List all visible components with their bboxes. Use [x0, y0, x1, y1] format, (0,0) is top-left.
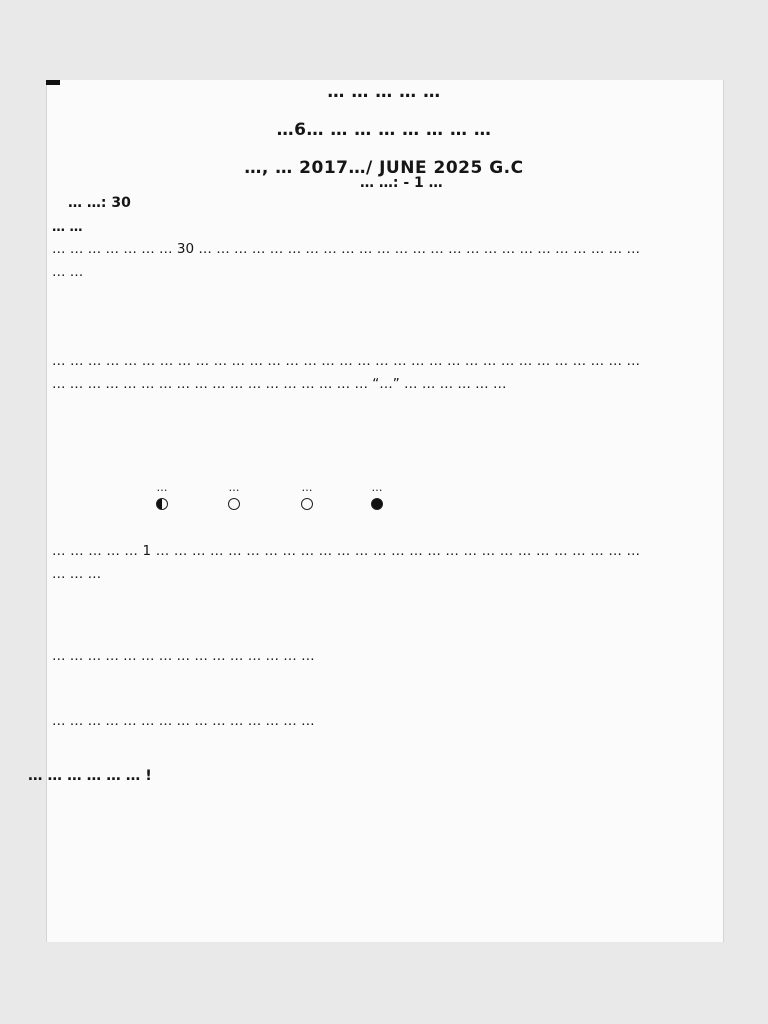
bubble-option	[295, 480, 319, 510]
bubble-option-label: …	[228, 481, 240, 494]
filled-bubble-icon	[371, 498, 383, 510]
instruction-paragraph-1: … … … … … … … 30 … … … … … … … … … … … … … … … … … … … … … … … … … … …	[52, 241, 640, 280]
instruction-paragraph-3: … … … … … 1 … … … … … … … … … … … … … … … … … … … … … … … … … … … … … …	[52, 543, 640, 582]
final-warning: … … … … … … !	[28, 768, 152, 784]
bubble-option-label: …	[156, 481, 168, 494]
instruction-paragraph-4: … … … … … … … … … … … … … … …	[52, 648, 315, 664]
empty-bubble-icon	[301, 498, 313, 510]
instruction-paragraph-5: … … … … … … … … … … … … … … …	[52, 713, 315, 729]
empty-bubble-icon	[228, 498, 240, 510]
instruction-paragraph-2: … … … … … … … … … … … … … … … … … … … … … … … … … … … … … … … … … … … … … … … … … … … … … … … … … … … “…” … … … … … …	[52, 353, 640, 392]
bubble-option-label: …	[371, 481, 383, 494]
answer-bubble-example	[150, 480, 410, 530]
bubble-option-label: …	[301, 481, 313, 494]
question-count: … …: 30	[68, 195, 131, 211]
exam-subject-date: …, … 2017…/ JUNE 2025 G.C	[244, 158, 524, 178]
time-allowed: … …: - 1 …	[360, 175, 443, 191]
bureau-title: … … … … …	[327, 82, 441, 102]
half-filled-bubble-icon	[156, 498, 168, 510]
bubble-option	[365, 480, 389, 510]
general-instructions-heading: … …	[52, 220, 83, 235]
bubble-option	[150, 480, 174, 510]
exam-title: …6… … … … … … … …	[276, 120, 492, 140]
bubble-option	[222, 480, 246, 510]
